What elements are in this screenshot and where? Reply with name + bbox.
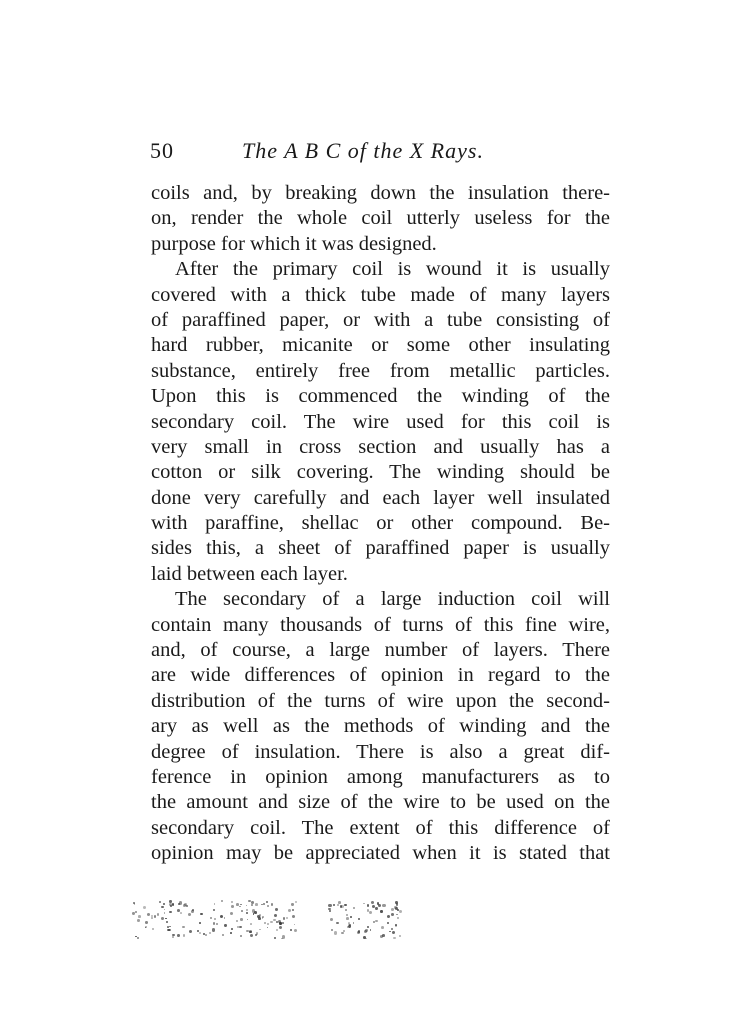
stamp-perforation [270, 921, 273, 924]
stamp-perforation [200, 913, 202, 915]
stamp-perforation [396, 903, 399, 906]
stamp-perforation [169, 926, 171, 928]
stamp-perforation [281, 938, 283, 940]
stamp-perforation [393, 937, 395, 939]
stamp-perforation [177, 909, 180, 912]
stamp-perforation [279, 922, 281, 924]
stamp-perforation [220, 915, 223, 918]
stamp-perforation [375, 920, 377, 922]
stamp-perforation [329, 910, 331, 912]
stamp-perforation [255, 934, 257, 936]
page-number: 50 [150, 138, 174, 163]
stamp-perforation [247, 919, 249, 921]
stamp-perforation [250, 923, 252, 925]
stamp-perforation [189, 930, 192, 933]
stamp-perforation [288, 909, 291, 912]
stamp-perforation [251, 904, 253, 906]
text-line: of paraffined paper, or with a tube consisting of [151, 308, 610, 331]
stamp-perforation [389, 931, 391, 933]
stamp-perforation [240, 904, 242, 906]
stamp-perforation [387, 915, 390, 918]
stamp-perforation [213, 909, 216, 912]
stamp-perforation [346, 917, 349, 920]
stamp-perforation [274, 914, 277, 917]
stamp-perforation [380, 935, 383, 938]
text-line: purpose for which it was designed. [151, 232, 437, 255]
stamp-perforation [367, 904, 370, 907]
stamp-perforation [381, 926, 384, 929]
stamp-perforation [212, 928, 215, 931]
stamp-perforation [199, 922, 201, 924]
stamp-perforation [167, 926, 169, 928]
stamp-perforation [338, 901, 341, 904]
text-line: substance, entirely free from metallic particles. [151, 359, 610, 382]
stamp-perforation [164, 909, 166, 911]
text-line: done very carefully and each layer well insulated [151, 486, 610, 509]
stamp-perforation [138, 915, 141, 918]
stamp-perforation [399, 910, 402, 913]
stamp-perforation [255, 903, 258, 906]
stamp-perforation [137, 919, 140, 922]
text-line: secondary coil. The wire used for this coil is [151, 410, 610, 433]
stamp-perforation [279, 926, 282, 929]
text-line: After the primary coil is wound it is usually [175, 258, 610, 281]
text-line: sides this, a sheet of paraffined paper is usually [151, 537, 610, 560]
text-line: covered with a thick tube made of many layers [151, 283, 610, 306]
stamp-perforation [231, 928, 233, 930]
stamp-perforation [164, 912, 166, 914]
stamp-perforation [391, 913, 394, 916]
text-line: secondary coil. The extent of this difference of [151, 816, 610, 839]
stamp-perforation [230, 912, 233, 915]
stamp-perforation [353, 907, 355, 909]
stamp-perforation [367, 909, 369, 911]
stamp-perforation [161, 917, 164, 920]
stamp-perforation [395, 925, 397, 927]
stamp-perforation [210, 917, 212, 919]
stamp-perforation [161, 906, 163, 908]
stamp-perforation [263, 903, 265, 905]
stamp-perforation [292, 915, 295, 918]
stamp-perforation [295, 901, 297, 903]
stamp-perforation [169, 911, 172, 914]
text-line: laid between each layer. [151, 562, 348, 585]
stamp-perforation [249, 931, 252, 934]
stamp-perforation [214, 903, 216, 905]
stamp-perforation [290, 929, 292, 931]
text-line: cotton or silk covering. The winding should be [151, 461, 610, 484]
text-line: with paraffine, shellac or other compound. Be- [151, 512, 610, 535]
stamp-perforation [163, 903, 165, 905]
stamp-perforation [370, 929, 372, 931]
stamp-perforation [246, 912, 248, 914]
stamp-perforation [282, 922, 284, 924]
stamp-perforation [350, 916, 352, 918]
stamp-perforation [375, 907, 378, 910]
stamp-perforation [337, 904, 339, 906]
paragraph-3 [151, 587, 610, 866]
stamp-perforation [172, 936, 174, 938]
stamp-perforation [262, 916, 264, 918]
text-line: degree of insulation. There is also a great dif- [151, 740, 610, 763]
stamp-perforation [371, 901, 374, 904]
text-line: ary as well as the methods of winding and the [151, 715, 610, 738]
stamp-perforation [357, 931, 360, 934]
stamp-perforation [224, 924, 226, 926]
stamp-perforation [276, 929, 278, 931]
stamp-perforation [276, 921, 278, 923]
stamp-perforation [179, 901, 182, 904]
stamp-perforation [259, 914, 261, 916]
stamp-perforation [258, 917, 261, 920]
stamp-perforation [267, 927, 269, 929]
stamp-perforation [230, 932, 232, 934]
stamp-perforation [344, 904, 346, 906]
text-line: are wide differences of opinion in regard to the [151, 664, 610, 687]
stamp-perforation [209, 932, 211, 934]
stamp-perforation [367, 926, 369, 928]
stamp-perforation [246, 905, 248, 907]
stamp-perforation [380, 910, 382, 912]
text-line: on, render the whole coil utterly useless for the [151, 207, 610, 230]
body-text [151, 181, 610, 867]
text-line: coils and, by breaking down the insulation there- [151, 182, 610, 204]
text-line: the amount and size of the wire to be used on the [151, 791, 610, 814]
stamp-perforation [328, 904, 331, 907]
stamp-perforation [254, 911, 257, 914]
stamp-perforation [283, 917, 285, 919]
stamp-perforation [137, 937, 139, 939]
stamp-perforation [166, 921, 168, 923]
stamp-perforation [369, 911, 372, 914]
text-line: ference in opinion among manufacturers as to [151, 765, 610, 788]
stamp-perforation [183, 934, 185, 936]
text-line: opinion may be appreciated when it is stated that [151, 842, 610, 865]
paragraph-1 [151, 181, 610, 257]
text-line: contain many thousands of turns of this fine wire, [151, 613, 610, 636]
stamp-perforation [182, 926, 184, 928]
stamp-perforation [147, 913, 150, 916]
stamp-perforation [177, 934, 180, 937]
stamp-perforation [236, 920, 238, 922]
stamp-perforation [259, 929, 261, 931]
stamp-perforation [267, 923, 269, 925]
stamp-perforation [387, 922, 389, 924]
stamp-perforation [186, 905, 188, 907]
stamp-perforation [382, 904, 385, 907]
stamp-perforation [214, 918, 216, 920]
stamp-perforation [363, 903, 365, 905]
stamp-perforation [157, 913, 159, 915]
stamp-perforation [256, 932, 259, 935]
stamp-perforation [213, 922, 215, 924]
stamp-perforation [397, 909, 399, 911]
stamp-perforation [267, 905, 270, 908]
stamp-perforation [151, 917, 153, 919]
text-line: Upon this is commenced the winding of the [151, 385, 610, 408]
stamp-perforation [292, 909, 294, 911]
stamp-perforation [241, 910, 243, 912]
stamp-perforation [391, 908, 394, 911]
stamp-perforation [358, 918, 360, 920]
stamp-perforation [172, 934, 174, 936]
stamp-perforation [192, 909, 194, 911]
stamp-perforation [264, 922, 266, 924]
stamp-perforation [346, 914, 348, 916]
stamp-perforation [364, 930, 367, 933]
stamp-perforation [159, 901, 161, 903]
text-line: and, of course, a large number of layers. There [151, 639, 610, 662]
paragraph-2 [151, 257, 610, 587]
stamp-perforation [399, 935, 401, 937]
stamp-perforation [152, 928, 154, 930]
stamp-perforation [353, 922, 355, 924]
stamp-perforation [222, 934, 224, 936]
stamp-perforation [391, 928, 393, 930]
stamp-perforation [286, 917, 288, 919]
stamp-perforation [188, 913, 191, 916]
stamp-perforation [224, 917, 226, 919]
stamp-perforation [291, 903, 293, 905]
stamp-perforation [240, 935, 243, 938]
stamp-perforation [135, 911, 137, 913]
stamp-perforation [199, 932, 201, 934]
stamp-perforation [145, 921, 148, 924]
perforated-stamp [130, 896, 420, 944]
stamp-perforation [251, 901, 254, 904]
stamp-perforation [143, 906, 146, 909]
stamp-perforation [397, 917, 399, 919]
stamp-perforation [154, 915, 156, 917]
stamp-perforation [172, 903, 175, 906]
text-line: hard rubber, micanite or some other insulating [151, 334, 610, 357]
stamp-perforation [396, 914, 398, 916]
stamp-perforation [231, 905, 234, 908]
stamp-perforation [275, 908, 278, 911]
running-title: The A B C of the X Rays. [242, 138, 484, 163]
stamp-perforation [165, 918, 167, 920]
stamp-perforation [239, 906, 241, 908]
stamp-perforation [180, 912, 182, 914]
stamp-perforation [294, 924, 296, 926]
stamp-perforation [341, 932, 344, 935]
text-line: very small in cross section and usually has a [151, 435, 610, 458]
stamp-perforation [221, 900, 223, 902]
text-line: distribution of the turns of wire upon the second- [151, 689, 610, 712]
stamp-perforation [331, 929, 333, 931]
stamp-perforation [145, 926, 148, 929]
stamp-perforation [262, 917, 264, 919]
stamp-perforation [334, 931, 337, 934]
stamp-perforation [205, 934, 207, 936]
stamp-perforation [271, 903, 273, 905]
stamp-perforation [216, 923, 218, 925]
stamp-perforation [240, 918, 242, 920]
stamp-perforation [239, 926, 242, 929]
stamp-perforation [231, 901, 234, 904]
stamp-perforation [365, 938, 367, 940]
stamp-perforation [392, 931, 395, 934]
stamp-perforation [333, 904, 335, 906]
stamp-perforation [330, 918, 333, 921]
stamp-perforation [294, 929, 297, 932]
running-header [150, 138, 530, 172]
stamp-perforation [274, 937, 276, 939]
text-line: The secondary of a large induction coil will [175, 588, 610, 611]
stamp-perforation [336, 922, 338, 924]
stamp-perforation [266, 901, 268, 903]
stamp-perforation [167, 929, 170, 932]
stamp-perforation [250, 934, 253, 937]
stamp-perforation [345, 909, 347, 911]
